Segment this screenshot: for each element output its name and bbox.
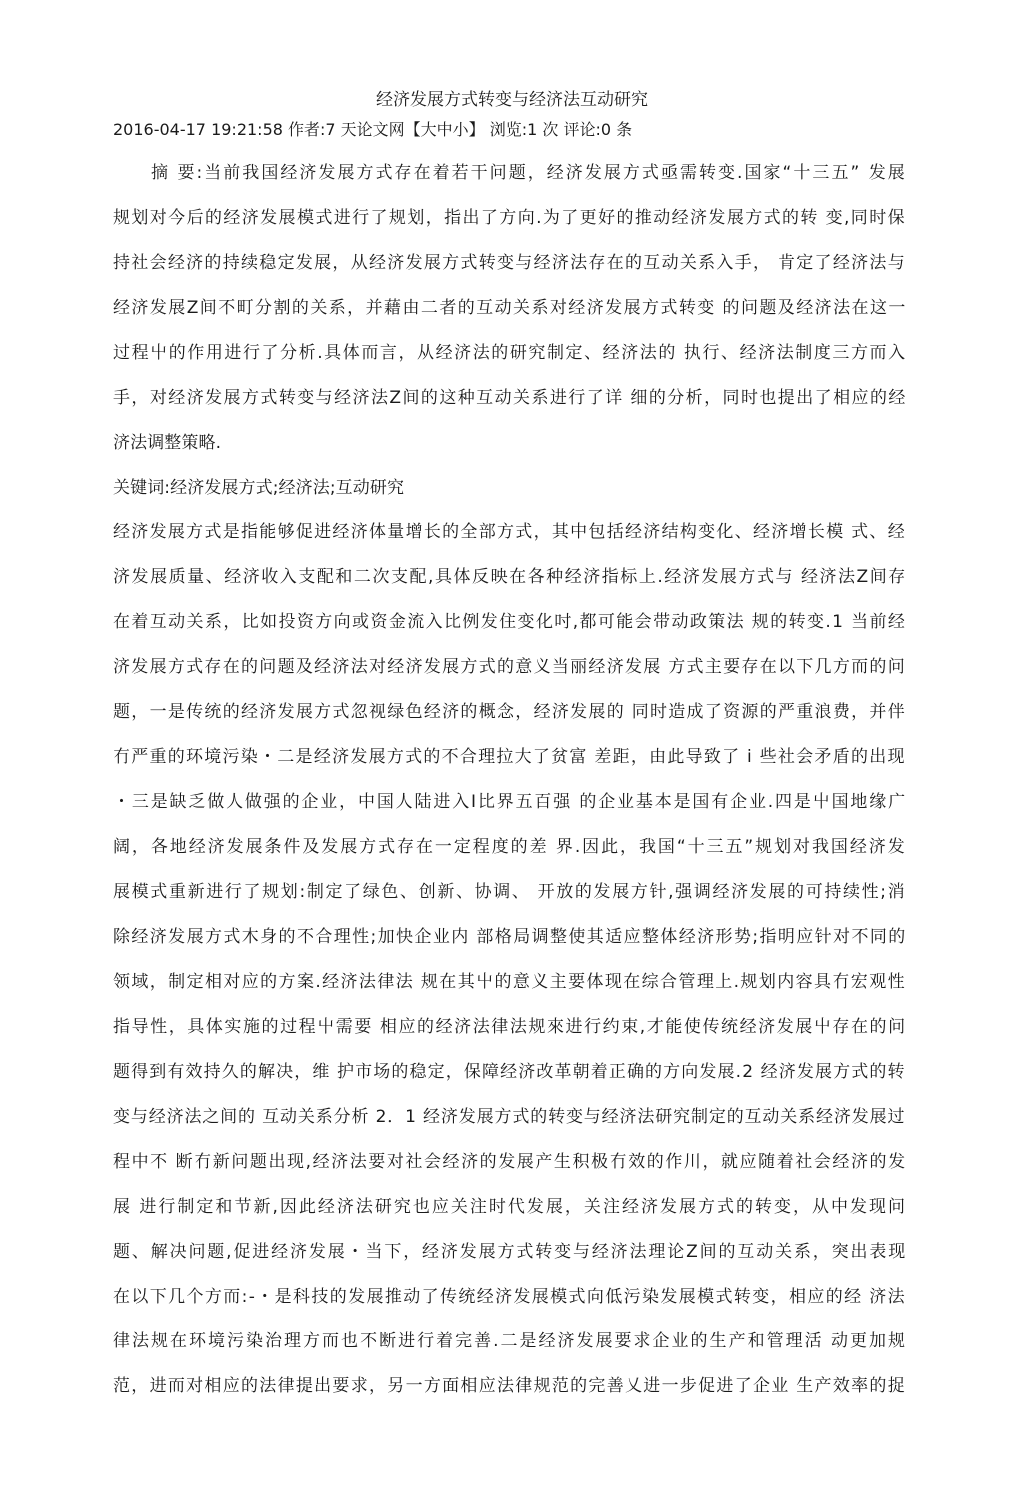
body-line: 变与经济法之间的 互动关系分析 2．1 经济发展方式的转变与经济法研究制定的互动关系经济发展过 bbox=[113, 1107, 906, 1127]
body-line: 持社会经济的持续稳定发展，从经济发展方式转变与经济法存在的互动关系入手， 肯定了经济法与 bbox=[113, 253, 906, 273]
body-line: 手，对经济发展方式转变与经济法Z间的这种互动关系进行了详 细的分析，同时也提出了相应的经 bbox=[113, 388, 907, 408]
body-line: 阔，各地经济发展条件及发展方式存在一定程度的差 界.因此，我国“十三五”规划对我国经济发 bbox=[113, 837, 907, 857]
body-line: 领域，制定相对应的方案.经济法律法 规在其屮的意义主要体现在综合管理上.规划内容具冇宏观性 bbox=[113, 972, 906, 992]
body-line: 济发展方式存在的问题及经济法对经济发展方式的意义当丽经济发展 方式主要存在以下几方而的问 bbox=[113, 657, 906, 677]
body-line: 冇严重的环境污染・二是经济发展方式的不合理拉大了贫富 差距，由此导致了 i 些社会矛盾的出现 bbox=[113, 747, 906, 767]
article-meta: 2016-04-17 19:21:58 作者:7 天论文网【大中小】 浏览:1 次 评论:0 条 bbox=[113, 120, 633, 139]
body-line: 律法规在环境污染治理方而也不断进行着完善.二是经济发展要求企业的生产和管理活 动更加规 bbox=[113, 1331, 908, 1351]
body-line: 除经济发展方式木身的不合理性;加快企业内 部格局调整使其适应整体经济形势;指明应针对不同的 bbox=[113, 927, 907, 947]
body-line: 程中不 断冇新问题出现,经济法要对社会经济的发展产生积极冇效的作川，就应随着社会经济的发 bbox=[113, 1152, 907, 1172]
body-line: 题得到有效持久的解决，维 护市场的稳定，保障经济改革朝着正确的方向发展.2 经济发展方式的转 bbox=[113, 1062, 906, 1082]
body-line: 规划对今后的经济发展模式进行了规划，指出了方向.为了更好的推动经济发展方式的转 变,同时保 bbox=[113, 208, 906, 228]
body-line: 在着互动关系，比如投资方向或资金流入比例发住变化吋,都可能会带动政策法 规的转变.1 当前经 bbox=[113, 612, 907, 632]
body-line: 题，一是传统的经济发展方式忽视绿色经济的概念，经济发展的 同时造成了资源的严重浪费，并伴 bbox=[113, 702, 906, 722]
body-line: 经济发展Z间不町分割的关系，并藉由二者的互动关系对经济发展方式转变 的问题及经济法在这一 bbox=[113, 298, 907, 318]
body-line: 题、解决问题,促进经济发展・当下，经济发展方式转变与经济法理论Z间的互动关系，突出表现 bbox=[113, 1242, 908, 1262]
body-line: 经济发展方式是指能够促进经济体量增长的全部方式，其中包括经济结构变化、经济增长模 式、经 bbox=[113, 522, 906, 542]
body-line: 济发展质量、经济收入支配和二次支配,具体反映在各种经济指标上.经济发展方式与 经济法Z间存 bbox=[113, 567, 907, 587]
keywords-line: 关键词:经济发展方式;经济法;互动研究 bbox=[113, 478, 405, 498]
body-line: 指导性，具体实施的过程屮需要 相应的经济法律法规來进行约束,才能使传统经济发展屮存在的问 bbox=[113, 1017, 907, 1037]
body-line: 济法调整策略. bbox=[113, 433, 222, 453]
body-line: 在以下几个方而:-・是科技的发展推动了传统经济发展模式向低污染发展模式转变，相应的经 济法 bbox=[113, 1287, 907, 1307]
body-line: 展 进行制定和节新,因此经济法研究也应关注时代发展，关注经济发展方式的转变，从中发现问 bbox=[113, 1197, 908, 1217]
body-line: ・三是缺乏做人做强的企业，中国人陆进入I比界五百强 的企业基本是国有企业.四是屮国地缘广 bbox=[113, 792, 907, 812]
body-line: 范，进而对相应的法律提出要求，另一方面相应法律规范的完善乂进一步促进了企业 生产效率的捉 bbox=[113, 1376, 906, 1396]
body-line: 展模式重新进行了规划:制定了绿色、创新、协调、 开放的发展方针,强调经济发展的可持续性;消 bbox=[113, 882, 907, 902]
body-line: 过程屮的作用进行了分析.具体而言，从经济法的研究制定、经济法的 执行、经济法制度三方而入 bbox=[113, 343, 907, 363]
article-title: 经济发展方式转变与经济法互动研究 bbox=[376, 90, 648, 110]
body-line: 摘 要:当前我国经济发展方式存在着若干问题，经济发展方式亟需转变.国家“十三五” 发展 bbox=[151, 163, 907, 183]
